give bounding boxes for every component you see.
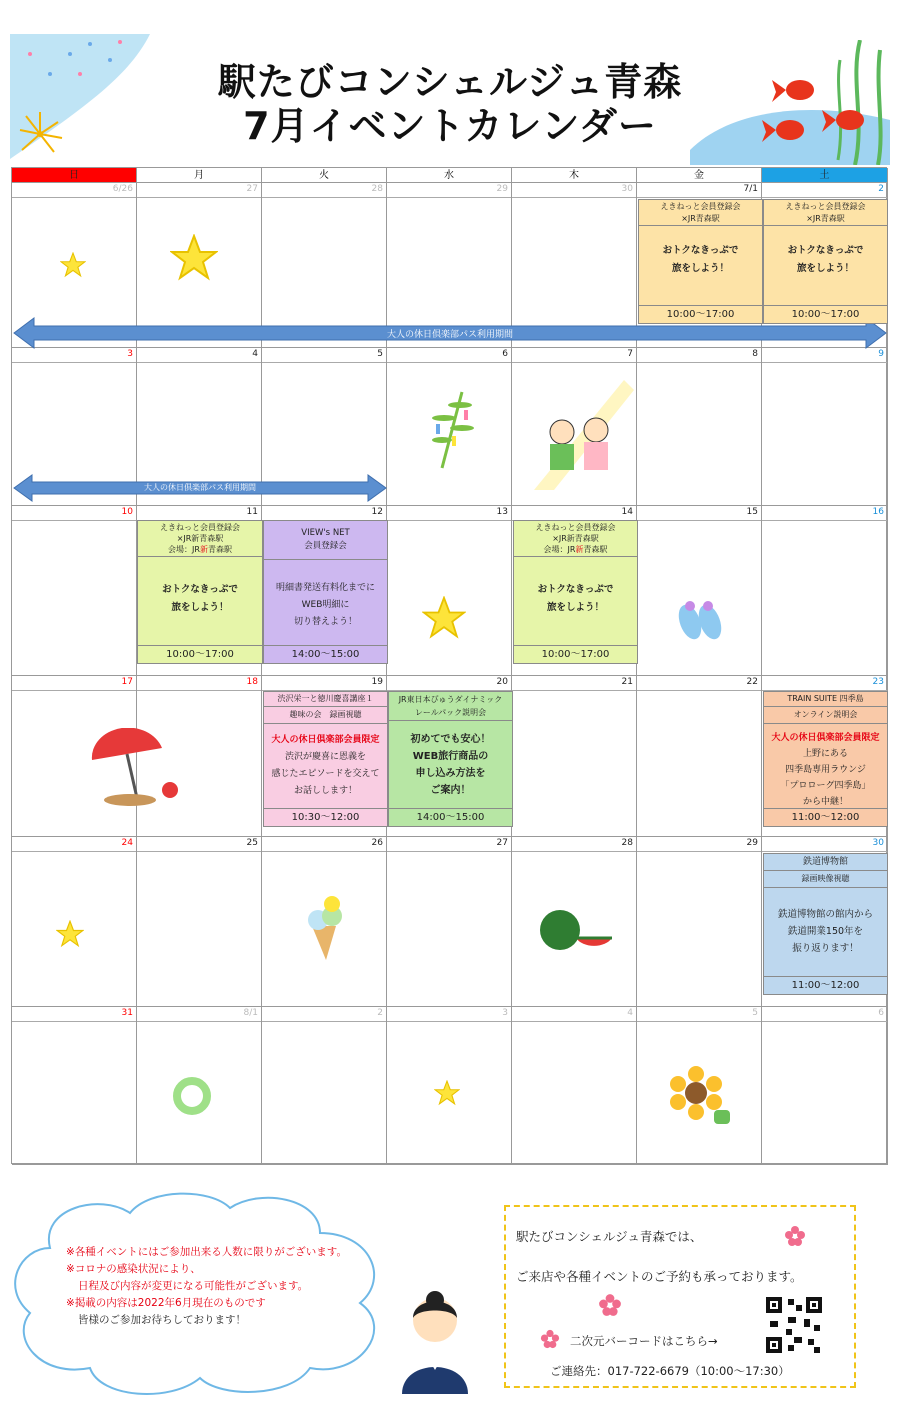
bamboo-tanabata-illustration: [422, 390, 482, 470]
note-item: 日程及び内容が変更になる可能性がございます。: [78, 1280, 309, 1292]
day-number-bar: [262, 348, 386, 363]
calendar-day-cell: [512, 1007, 637, 1165]
info-line2: ご来店や各種イベントのご予約も承っております。: [516, 1269, 803, 1284]
day-number: 17: [121, 677, 133, 687]
event-title: えきねっと会員登録会: [660, 202, 741, 211]
day-number-bar: [762, 676, 887, 691]
day-number: 29: [746, 838, 758, 848]
ice-cream-illustration: [302, 896, 348, 962]
day-number-bar: [762, 837, 887, 852]
event-title: えきねっと会員登録会: [785, 202, 866, 211]
event-train-suite-shikishima[interactable]: [763, 691, 888, 827]
pass-period-arrow-2: [12, 473, 388, 503]
swim-ring-illustration: [172, 1076, 212, 1116]
event-time: 11:00～12:00: [764, 808, 887, 826]
note-item: ※掲載の内容は2022年6月現在のものです: [66, 1297, 266, 1309]
event-desc: おトクなきっぷで 旅をしよう！: [162, 584, 238, 613]
event-title: えきねっと会員登録会 ×JR新青森駅 会場：JR新青森駅: [514, 521, 637, 557]
event-title: JR東日本びゅうダイナミック レールパック説明会: [389, 692, 512, 721]
event-title: えきねっと会員登録会 ×JR新青森駅 会場：JR新青森駅: [138, 521, 262, 557]
day-number-bar: [512, 183, 636, 198]
event-desc: 鉄道博物館の館内から 鉄道開業150年を 振り返ります！: [777, 909, 873, 954]
day-number: 5: [377, 349, 383, 359]
event-time: 10:00～17:00: [138, 645, 262, 663]
day-number-bar: [762, 183, 887, 198]
event-title: VIEW's NET 会員登録会: [264, 521, 387, 560]
day-number: 14: [621, 507, 633, 517]
calendar-day-cell: [637, 837, 762, 1007]
day-number: 2: [377, 1008, 383, 1018]
day-number: 10: [121, 507, 133, 517]
sandals-illustration: [672, 596, 728, 642]
day-number: 15: [746, 507, 758, 517]
day-number-bar: [637, 348, 761, 363]
calendar-day-cell: [637, 676, 762, 837]
sakura-icon: [598, 1293, 622, 1317]
fireworks-illustration: [10, 34, 150, 159]
weekday-header-0: 日: [12, 168, 137, 183]
day-number: 22: [746, 677, 758, 687]
day-number: 27: [246, 184, 258, 194]
watermelon-illustration: [540, 908, 612, 952]
day-number: 13: [496, 507, 508, 517]
day-number-bar: [137, 348, 261, 363]
concierge-staff-illustration: [392, 1290, 478, 1394]
day-number-bar: [387, 676, 511, 691]
qr-code-label: 二次元バーコードはこちら→: [570, 1334, 718, 1348]
calendar-day-cell: [12, 506, 137, 676]
calendar-day-cell: [12, 1007, 137, 1165]
weekday-header-1: 月: [137, 168, 262, 183]
note-item: ※各種イベントにはご参加出来る人数に限りがございます。: [66, 1246, 347, 1258]
day-number-bar: [12, 1007, 136, 1022]
event-ekinet-aomori-2[interactable]: [763, 199, 888, 324]
day-number-bar: [12, 837, 136, 852]
event-calendar: [11, 167, 887, 1164]
event-subtitle: 録画映像視聴: [764, 871, 887, 888]
event-time: 10:00～17:00: [514, 645, 637, 663]
day-number: 31: [121, 1008, 133, 1018]
day-number-bar: [637, 1007, 761, 1022]
day-number-bar: [387, 348, 511, 363]
info-box: [504, 1205, 856, 1388]
day-number-bar: [262, 1007, 386, 1022]
event-time: 10:30～12:00: [264, 808, 387, 826]
star-illustration: [422, 596, 466, 640]
day-number-bar: [137, 837, 261, 852]
event-time: 10:00～17:00: [639, 305, 762, 323]
day-number-bar: [512, 676, 636, 691]
day-number: 28: [621, 838, 633, 848]
event-railway-museum[interactable]: [763, 853, 888, 995]
day-number-bar: [12, 348, 136, 363]
day-number-bar: [262, 837, 386, 852]
weekday-header-6: 土: [762, 168, 888, 183]
weekday-header-2: 火: [262, 168, 387, 183]
day-number-bar: [262, 183, 386, 198]
calendar-day-cell: [512, 676, 637, 837]
day-number-bar: [137, 1007, 261, 1022]
day-number: 6: [878, 1008, 884, 1018]
day-number-bar: [137, 506, 261, 521]
day-number: 3: [502, 1008, 508, 1018]
calendar-day-cell: [637, 348, 762, 506]
day-number-bar: [762, 1007, 887, 1022]
calendar-day-cell: [637, 506, 762, 676]
day-number: 16: [872, 507, 884, 517]
day-number-bar: [637, 837, 761, 852]
qr-code[interactable]: [764, 1295, 824, 1355]
day-number-bar: [387, 1007, 511, 1022]
day-number: 7/1: [743, 184, 758, 194]
event-ekinet-shin-aomori-2[interactable]: [513, 520, 638, 664]
day-number: 12: [371, 507, 383, 517]
day-number-bar: [137, 183, 261, 198]
event-title: 鉄道博物館: [764, 854, 887, 871]
day-number: 28: [371, 184, 383, 194]
day-number-bar: [512, 506, 636, 521]
day-number: 30: [872, 838, 884, 848]
event-time: 11:00～12:00: [764, 976, 887, 994]
event-ekinet-shin-aomori[interactable]: [137, 520, 263, 664]
day-number-bar: [387, 506, 511, 521]
calendar-day-cell: [137, 837, 262, 1007]
day-number: 8: [752, 349, 758, 359]
day-number: 6/26: [112, 184, 133, 194]
event-desc: 初めてでも安心！ WEB旅行商品の 申し込み方法を ご案内！: [410, 734, 491, 796]
event-time: 10:00～17:00: [764, 305, 887, 323]
event-shibusawa-lecture[interactable]: [263, 691, 388, 827]
sunflower-illustration: [668, 1064, 732, 1128]
day-number: 6: [502, 349, 508, 359]
event-desc: 大人の休日倶楽部会員限定 上野にある 四季島専用ラウンジ 「プロローグ四季島」 から中継！: [771, 733, 880, 807]
event-desc: おトクなきっぷで 旅をしよう！: [662, 245, 739, 274]
day-number: 9: [878, 349, 884, 359]
day-number-bar: [762, 506, 887, 521]
calendar-day-cell: [762, 506, 888, 676]
day-number-bar: [637, 506, 761, 521]
event-venue: ×JR青森駅: [639, 212, 762, 226]
event-time: 14:00～15:00: [389, 808, 512, 826]
day-number: 3: [127, 349, 133, 359]
day-number: 4: [627, 1008, 633, 1018]
star-illustration: [434, 1080, 460, 1106]
day-number: 29: [496, 184, 508, 194]
calendar-day-cell: [262, 1007, 387, 1165]
day-number: 21: [621, 677, 633, 687]
star-illustration: [56, 920, 84, 948]
day-number: 4: [252, 349, 258, 359]
day-number: 27: [496, 838, 508, 848]
sakura-icon: [784, 1225, 806, 1247]
day-number-bar: [262, 676, 386, 691]
beach-umbrella-illustration: [82, 728, 192, 808]
event-desc: 明細書発送有料化までに WEB明細に 切り替えよう！: [275, 583, 375, 627]
event-title: 渋沢栄一と徳川慶喜講座１: [264, 692, 387, 707]
sakura-icon: [540, 1329, 560, 1349]
day-number-bar: [512, 1007, 636, 1022]
star-illustration: [60, 252, 86, 278]
day-number-bar: [637, 676, 761, 691]
day-number: 26: [371, 838, 383, 848]
day-number-bar: [762, 348, 887, 363]
event-desc: おトクなきっぷで 旅をしよう！: [787, 245, 864, 274]
page-title-line1: 駅たびコンシェルジュ青森: [217, 60, 683, 104]
calendar-day-cell: [762, 348, 888, 506]
pass-period-label-2: 大人の休日倶楽部パス利用期間: [144, 483, 256, 492]
day-number: 25: [246, 838, 258, 848]
event-dynamic-rail-pack[interactable]: [388, 691, 513, 827]
day-number-bar: [137, 676, 261, 691]
orihime-hikoboshi-illustration: [524, 380, 634, 490]
event-time: 14:00～15:00: [264, 645, 387, 663]
event-subtitle: 趣味の会 録画視聴: [264, 707, 387, 724]
day-number-bar: [512, 348, 636, 363]
day-number: 5: [752, 1008, 758, 1018]
event-desc: おトクなきっぷで 旅をしよう！: [537, 584, 614, 613]
event-views-net[interactable]: [263, 520, 388, 664]
day-number: 7: [627, 349, 633, 359]
day-number-bar: [12, 506, 136, 521]
event-desc: 大人の休日倶楽部会員限定 渋沢が慶喜に恩義を 感じたエピソードを交えて お話しします！: [271, 735, 380, 796]
pass-period-label: 大人の休日倶楽部パス利用期間: [386, 330, 513, 340]
day-number-bar: [387, 183, 511, 198]
page-title-line2: 7月イベントカレンダー: [243, 104, 657, 148]
calendar-day-cell: [387, 506, 512, 676]
day-number: 24: [121, 838, 133, 848]
day-number: 23: [872, 677, 884, 687]
day-number: 8/1: [243, 1008, 258, 1018]
day-number: 18: [246, 677, 258, 687]
day-number: 11: [246, 507, 258, 517]
day-number-bar: [262, 506, 386, 521]
weekday-header-3: 水: [387, 168, 512, 183]
note-item: ※コロナの感染状況により、: [66, 1263, 201, 1275]
event-venue: ×JR青森駅: [764, 212, 887, 226]
day-number-bar: [387, 837, 511, 852]
event-title: TRAIN SUITE 四季島: [764, 692, 887, 707]
calendar-day-cell: [387, 837, 512, 1007]
notes-list: [66, 1244, 386, 1329]
note-item: 皆様のご参加お待ちしております！: [78, 1314, 246, 1326]
event-ekinet-aomori[interactable]: [638, 199, 763, 324]
star-illustration: [170, 234, 218, 282]
calendar-day-cell: [762, 1007, 888, 1165]
day-number-bar: [637, 183, 761, 198]
day-number: 30: [621, 184, 633, 194]
weekday-header-4: 木: [512, 168, 637, 183]
day-number: 19: [371, 677, 383, 687]
event-subtitle: オンライン説明会: [764, 707, 887, 724]
day-number-bar: [512, 837, 636, 852]
info-line1: 駅たびコンシェルジュ青森では、: [516, 1229, 703, 1244]
day-number-bar: [12, 676, 136, 691]
contact-info: ご連絡先：017-722-6679（10:00～17:30）: [550, 1364, 790, 1378]
day-number: 20: [496, 677, 508, 687]
weekday-header-5: 金: [637, 168, 762, 183]
day-number: 2: [878, 184, 884, 194]
